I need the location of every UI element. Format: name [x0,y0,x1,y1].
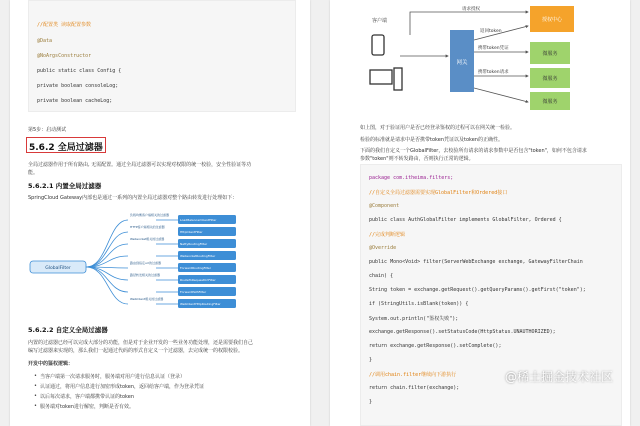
subsection-title: 5.6.2.2 自定义全局过滤器 [28,326,108,334]
code-line: package com.itheima.filters; [369,175,454,181]
code-line: @Component [369,203,400,209]
mindmap-note: Websocket相关的过滤器 [130,237,165,241]
code-block-config [28,0,296,112]
mindmap-note: WebClient相关的过滤器 [130,297,164,301]
paragraph-line: 检验的标准就是请求中是否携带token凭证以及token的正确性。 [360,137,503,143]
intro-line: 全局过滤器作用于所有路由, 无需配置。通过全局过滤器可以实现对权限的统一校验，安全性验证等功 [28,162,252,168]
bullet-item: • 以后每次请求，客户端都携带认证的token [40,393,134,400]
bullet-item: • 服务端对token进行解密，判断是否有效。 [40,403,134,410]
code-line: } [369,357,373,363]
subsection-text: 内置的过滤器已经可以完成大部分的功能，但是对于企业开发的一些业务功能处理，还是需要我们自己 [28,340,254,346]
mindmap-node: RouteToRequestUrlFilter [180,278,216,282]
auth-center-label: 授权中心 [541,17,563,23]
mindmap-note: 路径转发相关的过滤器 [130,273,161,277]
code-line: //自定义全局过滤器需要实现GlobalFilter和Ordered接口 [369,190,508,196]
right-page [330,0,630,426]
gateway-label: 网关 [456,60,468,66]
arrow-label: 携带token凭证 [478,46,509,51]
step-text: 第5步：启动测试 [28,127,67,133]
monitor-icon [370,70,392,84]
bullet-item: • 当客户端第一次请求服务时，服务端对用户进行信息认证（登录） [40,373,185,380]
bullet-item: • 认证通过，将用户信息进行加密形成token，返回给客户端，作为登录凭证 [40,383,204,390]
code-line: //调用chain.filter继续向下游执行 [369,372,457,378]
code-line: //完成判断逻辑 [369,232,406,238]
client-label: 客户端 [372,18,388,24]
service-label: 微服务 [542,76,558,82]
subsection-title: 5.6.2.1 内置全局过滤器 [28,182,102,190]
auth-architecture-diagram [350,2,620,110]
mindmap-node: WebClientHttpRoutingFilter [180,302,221,306]
code-line: if (StringUtils.isBlank(token)) { [369,301,469,307]
pc-tower-icon [394,68,402,90]
global-filter-mindmap [28,204,296,316]
intro-line: 能。 [28,170,39,176]
code-line: @Data [37,38,53,44]
mindmap-node: NettyRoutingFilter [180,242,208,246]
mindmap-node: LoadBalancerClientFilter [180,218,217,222]
paragraph-line: 下面的我们自定义一个GlobalFilter，去校验所有请求的请求参数中是否包含"token"，如何不包含请求 [360,148,587,154]
mindmap-node: ForwardPathFilter [180,290,207,294]
code-line: String token = exchange.getRequest().getQueryParams().getFirst("token"); [369,287,586,293]
code-block-auth-filter [360,164,622,426]
paragraph-line: 如上图，对于验证用户是否已经登录鉴权的过程可以在网关统一检验。 [360,125,516,131]
code-line: //配置类 读取配置参数 [37,22,92,28]
arrow-label: 携带token请求 [478,70,509,75]
mindmap-note: HTTP客户端相关的过滤器 [130,225,165,229]
mindmap-root-label: GlobalFilter [45,266,71,271]
code-line: System.out.println("鉴权失败"); [369,316,459,322]
code-line: @Override [369,245,397,251]
subsection-text: SpringCloud Gateway内部也是通过一系列的内置全局过滤器对整个路由转发进行处理如下： [28,195,238,201]
section-title: 5.6.2 全局过滤器 [29,143,103,153]
subsection-text: 编写过滤器来实现的，那么我们一起通过代码的形式自定义一个过滤器，去完成统一的权限校验。 [28,348,244,354]
code-line: return exchange.getResponse().setComplete(); [369,343,502,349]
code-line: public class AuthGlobalFilter implements GlobalFilter, Ordered { [369,217,562,223]
code-line: private boolean cacheLog; [37,98,113,104]
code-line: @NoArgsConstructor [37,53,92,59]
paragraph-line: 参数"token"则不转发路由，否则执行正常的逻辑。 [360,156,474,162]
left-page [10,0,310,426]
service-label: 微服务 [542,99,558,105]
code-line: exchange.getResponse().setStatusCode(HttpStatus.UNAUTHORIZED); [369,329,556,335]
code-line: } [369,399,373,405]
mindmap-note: 路由到指定url的过滤器 [130,261,161,265]
code-line: return chain.filter(exchange); [369,385,460,391]
phone-icon [372,35,384,55]
mindmap-note: 负载均衡客户端相关的过滤器 [130,213,170,217]
auth-logic-title: 开发中的鉴权逻辑： [28,361,74,367]
code-line: chain) { [369,273,394,279]
mindmap-node: HttpClientFilter [180,230,203,234]
mindmap-node: WebsocketRoutingFilter [180,254,216,258]
watermark: @稀土掘金技术社区 [505,370,614,384]
code-line: public Mono<Void> filter(ServerWebExchange exchange, GatewayFilterChain [369,259,583,265]
mindmap-node: ForwardRoutingFilter [180,266,211,270]
service-label: 微服务 [542,51,558,57]
arrow-label: 返回token [480,29,502,34]
code-line: public static class Config { [37,68,122,74]
arrow-label: 请求授权 [462,7,480,12]
code-line: private boolean consoleLog; [37,83,119,89]
